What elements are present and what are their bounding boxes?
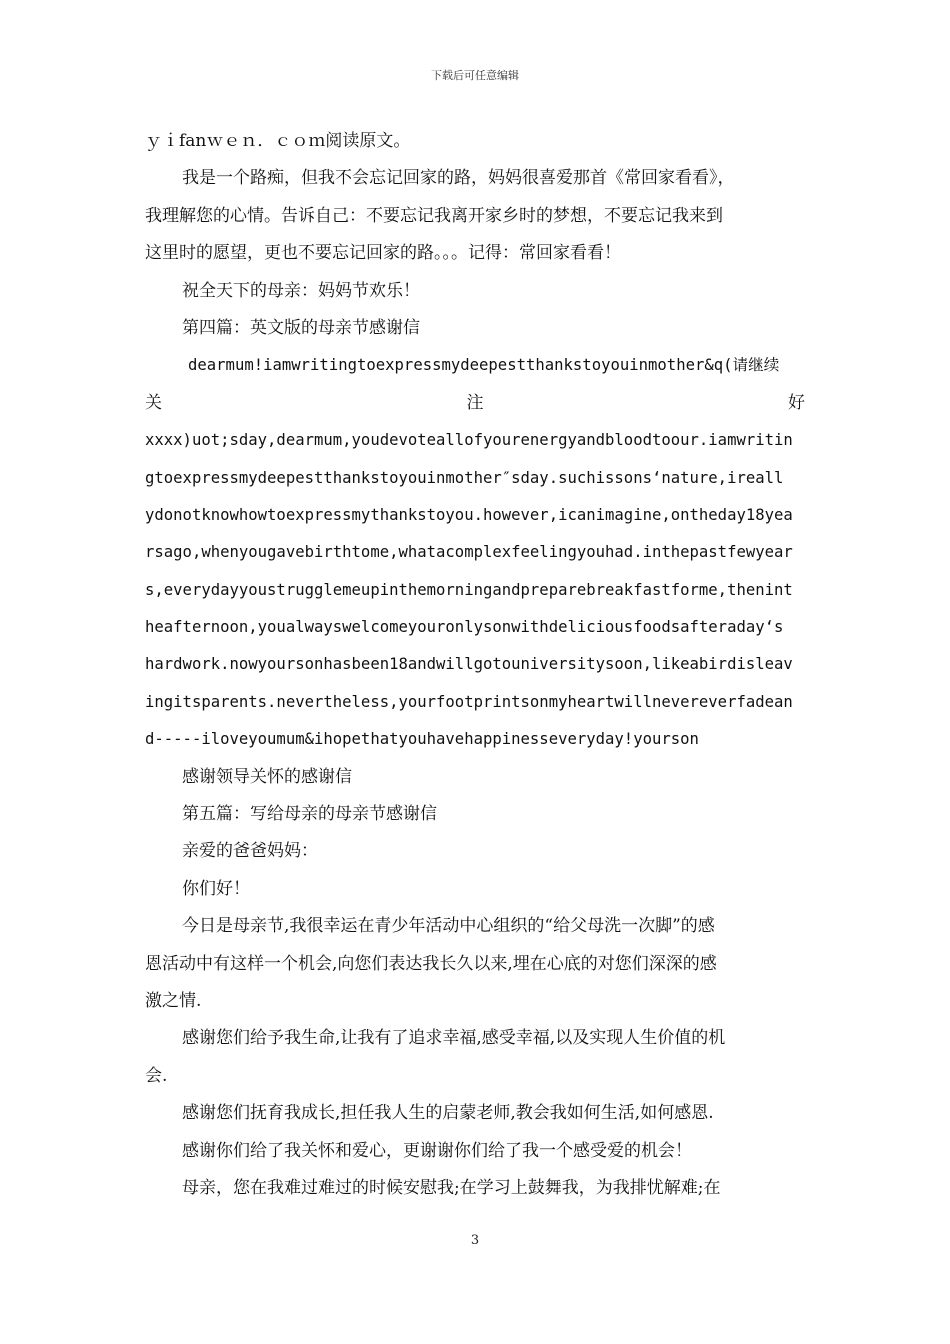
text-line: 母亲，您在我难过难过的时候安慰我;在学习上鼓舞我，为我排忧解难;在 <box>182 1177 721 1198</box>
text-line: hardwork.nowyoursonhasbeen18andwillgotouniversitysoon,likeabirdisleav <box>145 655 793 674</box>
text-line: ydonotknowhowtoexpressmythankstoyou.however,icanimagine,ontheday18yea <box>145 505 793 524</box>
text-line: 恩活动中有这样一个机会,向您们表达我长久以来,埋在心底的对您们深深的感 <box>145 953 717 974</box>
justified-char: 注 <box>466 392 484 413</box>
text-line-justified <box>145 385 805 422</box>
text-line: s,everydayyoustrugglemeupinthemorningandpreparebreakfastforme,thenint <box>145 580 793 599</box>
justified-char: 关 <box>145 392 162 413</box>
text-line: 感谢领导关怀的感谢信 <box>182 766 352 787</box>
text-line: ｙｉfanｗｅｎ．ｃｏｍ阅读原文。 <box>145 131 411 151</box>
header-note: 下载后可任意编辑 <box>431 69 519 82</box>
greeting: 你们好！ <box>182 878 250 899</box>
text-line: gtoexpressmydeepestthankstoyouinmother″sday.suchissons‘nature,ireall <box>145 468 784 487</box>
text-line: 我是一个路痴，但我不会忘记回家的路，妈妈很喜爱那首《常回家看看》， <box>182 168 735 189</box>
text-line: d-----iloveyoumum&ihopethatyouhavehappinesseveryday!yourson <box>145 730 699 749</box>
text-line: heafternoon,youalwayswelcomeyouronlysonwithdeliciousfoodsafteraday‘s <box>145 618 784 637</box>
text-line: ingitsparents.nevertheless,yourfootprintsonmyheartwillnevereverfadean <box>145 692 793 711</box>
text-line: xxxx)uot;sday,dearmum,youdevoteallofyourenergyandbloodtoour.iamwritin <box>145 431 793 450</box>
text-line: 我理解您的心情。告诉自己：不要忘记我离开家乡时的梦想，不要忘记我来到 <box>145 205 723 226</box>
text-line: 这里时的愿望，更也不要忘记回家的路。。。记得：常回家看看！ <box>145 243 621 264</box>
section-heading: 第五篇：写给母亲的母亲节感谢信 <box>182 804 437 825</box>
document-body <box>145 123 805 1207</box>
text-line: 激之情. <box>145 990 202 1011</box>
text-line: 今日是母亲节,我很幸运在青少年活动中心组织的“给父母洗一次脚”的感 <box>182 916 715 937</box>
text-line: 感谢你们给了我关怀和爱心，更谢谢你们给了我一个感受爱的机会！ <box>182 1140 692 1161</box>
salutation: 亲爱的爸爸妈妈： <box>182 841 318 862</box>
page-number: 3 <box>470 1233 480 1248</box>
justified-char: 好 <box>788 392 805 413</box>
section-heading: 第四篇：英文版的母亲节感谢信 <box>182 317 420 338</box>
text-line: 会. <box>145 1065 168 1086</box>
text-line: rsago,whenyougavebirthtome,whatacomplexfeelingyouhad.inthepastfewyear <box>145 543 793 562</box>
text-line: dearmum!iamwritingtoexpressmydeepestthankstoyouinmother&q(请继续 <box>188 356 780 375</box>
text-line: 感谢您们抚育我成长,担任我人生的启蒙老师,教会我如何生活,如何感恩. <box>182 1103 714 1124</box>
text-line: 祝全天下的母亲：妈妈节欢乐！ <box>182 280 420 301</box>
text-line: 感谢您们给予我生命,让我有了追求幸福,感受幸福,以及实现人生价值的机 <box>182 1028 726 1049</box>
